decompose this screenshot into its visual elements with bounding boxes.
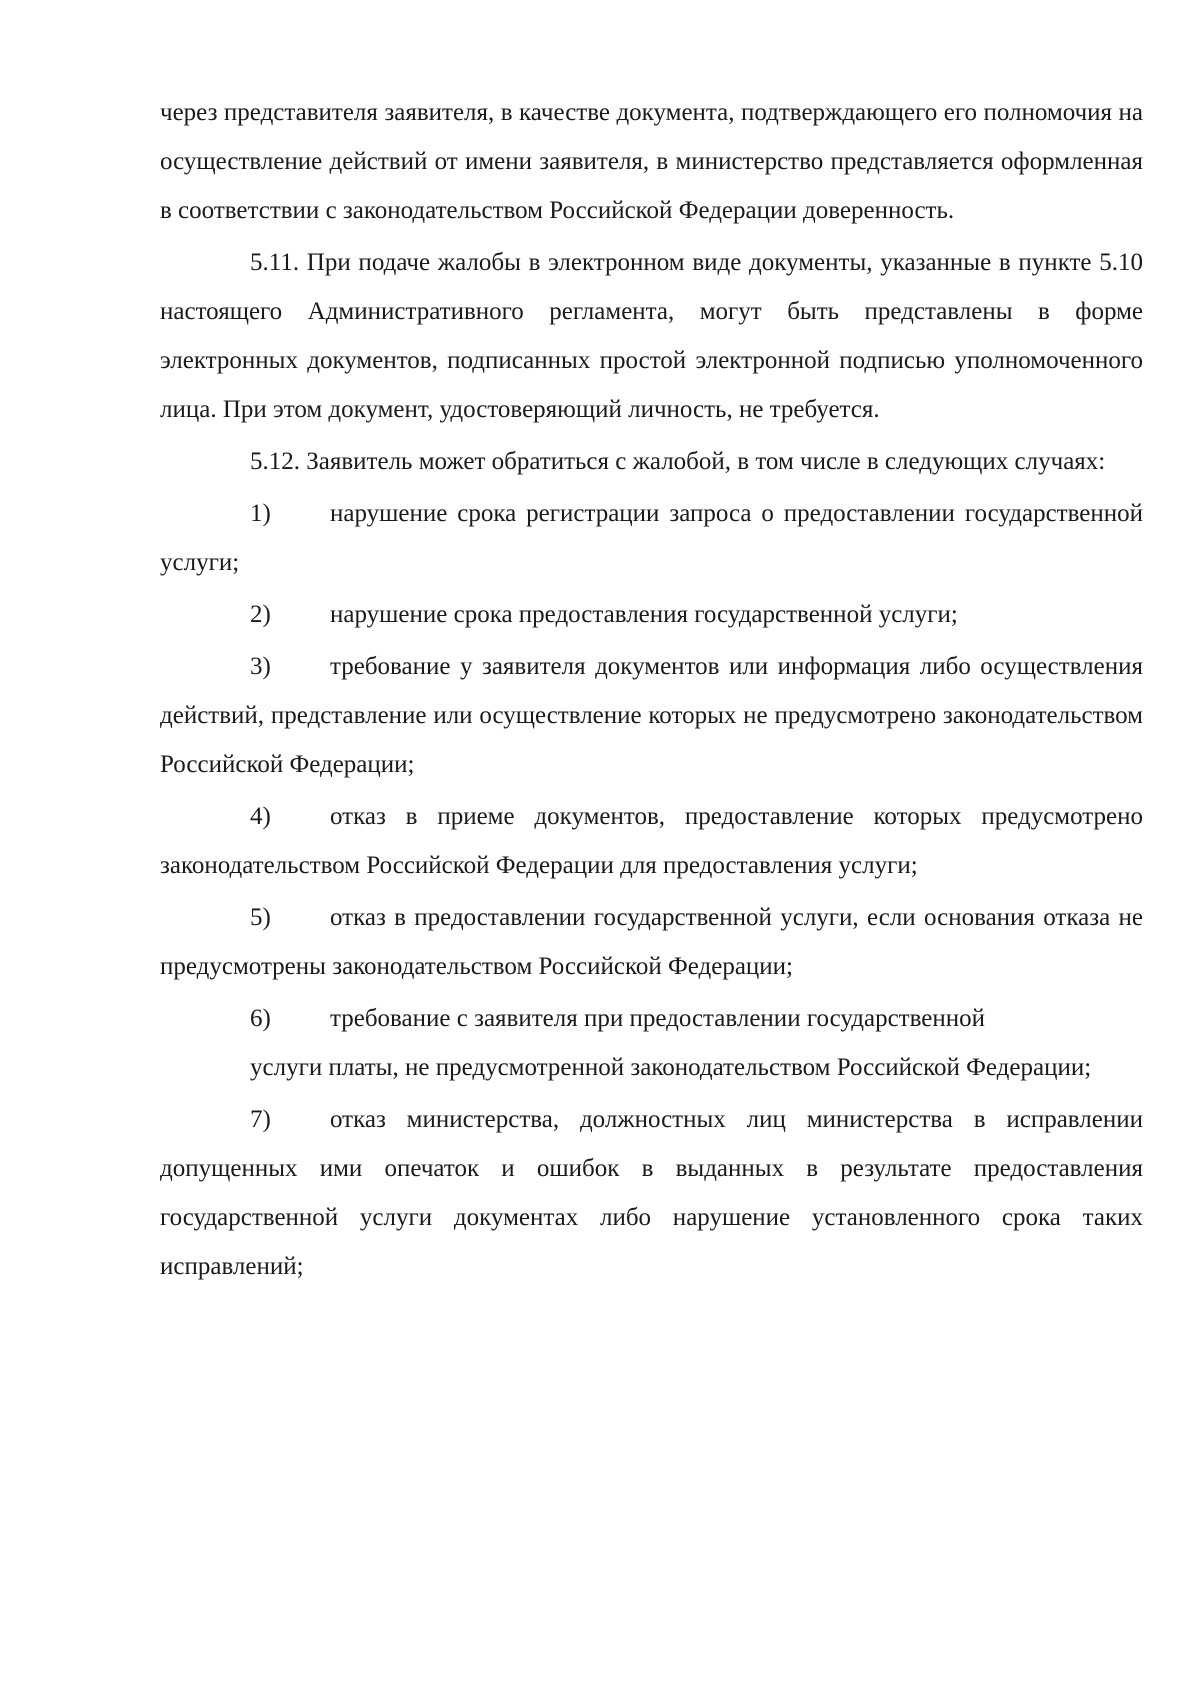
list-item-text: отказ в предоставлении государственной услуги, если основания отказа не предусмотрены законодательством Российской Федерации;	[160, 904, 1143, 980]
list-item-text: требование с заявителя при предоставлении государственной	[330, 1005, 985, 1032]
list-item-text: нарушение срока предоставления государственной услуги;	[330, 601, 958, 628]
document-body	[160, 88, 1143, 1291]
list-item-number: 6)	[250, 1005, 271, 1032]
list-item	[160, 489, 1143, 587]
list-item	[160, 893, 1143, 991]
list-item	[160, 1095, 1143, 1291]
list-item	[160, 590, 1143, 639]
list-item-number: 7)	[250, 1106, 271, 1133]
list-item	[160, 792, 1143, 890]
list-item-text: требование у заявителя документов или информация либо осуществления действий, представление или осуществление которых не предусмотрено законодательством Российской Федерации;	[160, 653, 1143, 778]
list-item-text: нарушение срока регистрации запроса о предоставлении государственной услуги;	[160, 500, 1143, 576]
paragraph-5-11: 5.11. При подаче жалобы в электронном виде документы, указанные в пункте 5.10 настоящего Административного регламента, могут быть представлены в форме электронных документов, подписанных простой электронной подписью уполномоченного лица. При этом документ, удостоверяющий личность, не требуется.	[160, 249, 1143, 423]
list-item-number: 4)	[250, 803, 271, 830]
list-item-text: отказ в приеме документов, предоставление которых предусмотрено законодательством Российской Федерации для предоставления услуги;	[160, 803, 1143, 879]
list-item-number: 2)	[250, 601, 271, 628]
list-item	[160, 642, 1143, 789]
paragraph-representative: через представителя заявителя, в качестве документа, подтверждающего его полномочия на осуществление действий от имени заявителя, в министерство представляется оформленная в соответствии с законодательством Российской Федерации доверенность.	[160, 99, 1143, 224]
list-item-number: 3)	[250, 653, 271, 680]
list-item-text: отказ министерства, должностных лиц министерства в исправлении допущенных ими опечаток и ошибок в выданных в результате предоставления государственной услуги документах либо нарушение установленного срока таких исправлений;	[160, 1106, 1143, 1280]
list-item-number: 5)	[250, 904, 271, 931]
paragraph-5-12: 5.12. Заявитель может обратиться с жалобой, в том числе в следующих случаях:	[250, 448, 1106, 475]
list-item-continuation: услуги платы, не предусмотренной законодательством Российской Федерации;	[250, 1054, 1092, 1081]
list-item	[160, 994, 1143, 1043]
list-item-number: 1)	[250, 500, 271, 527]
